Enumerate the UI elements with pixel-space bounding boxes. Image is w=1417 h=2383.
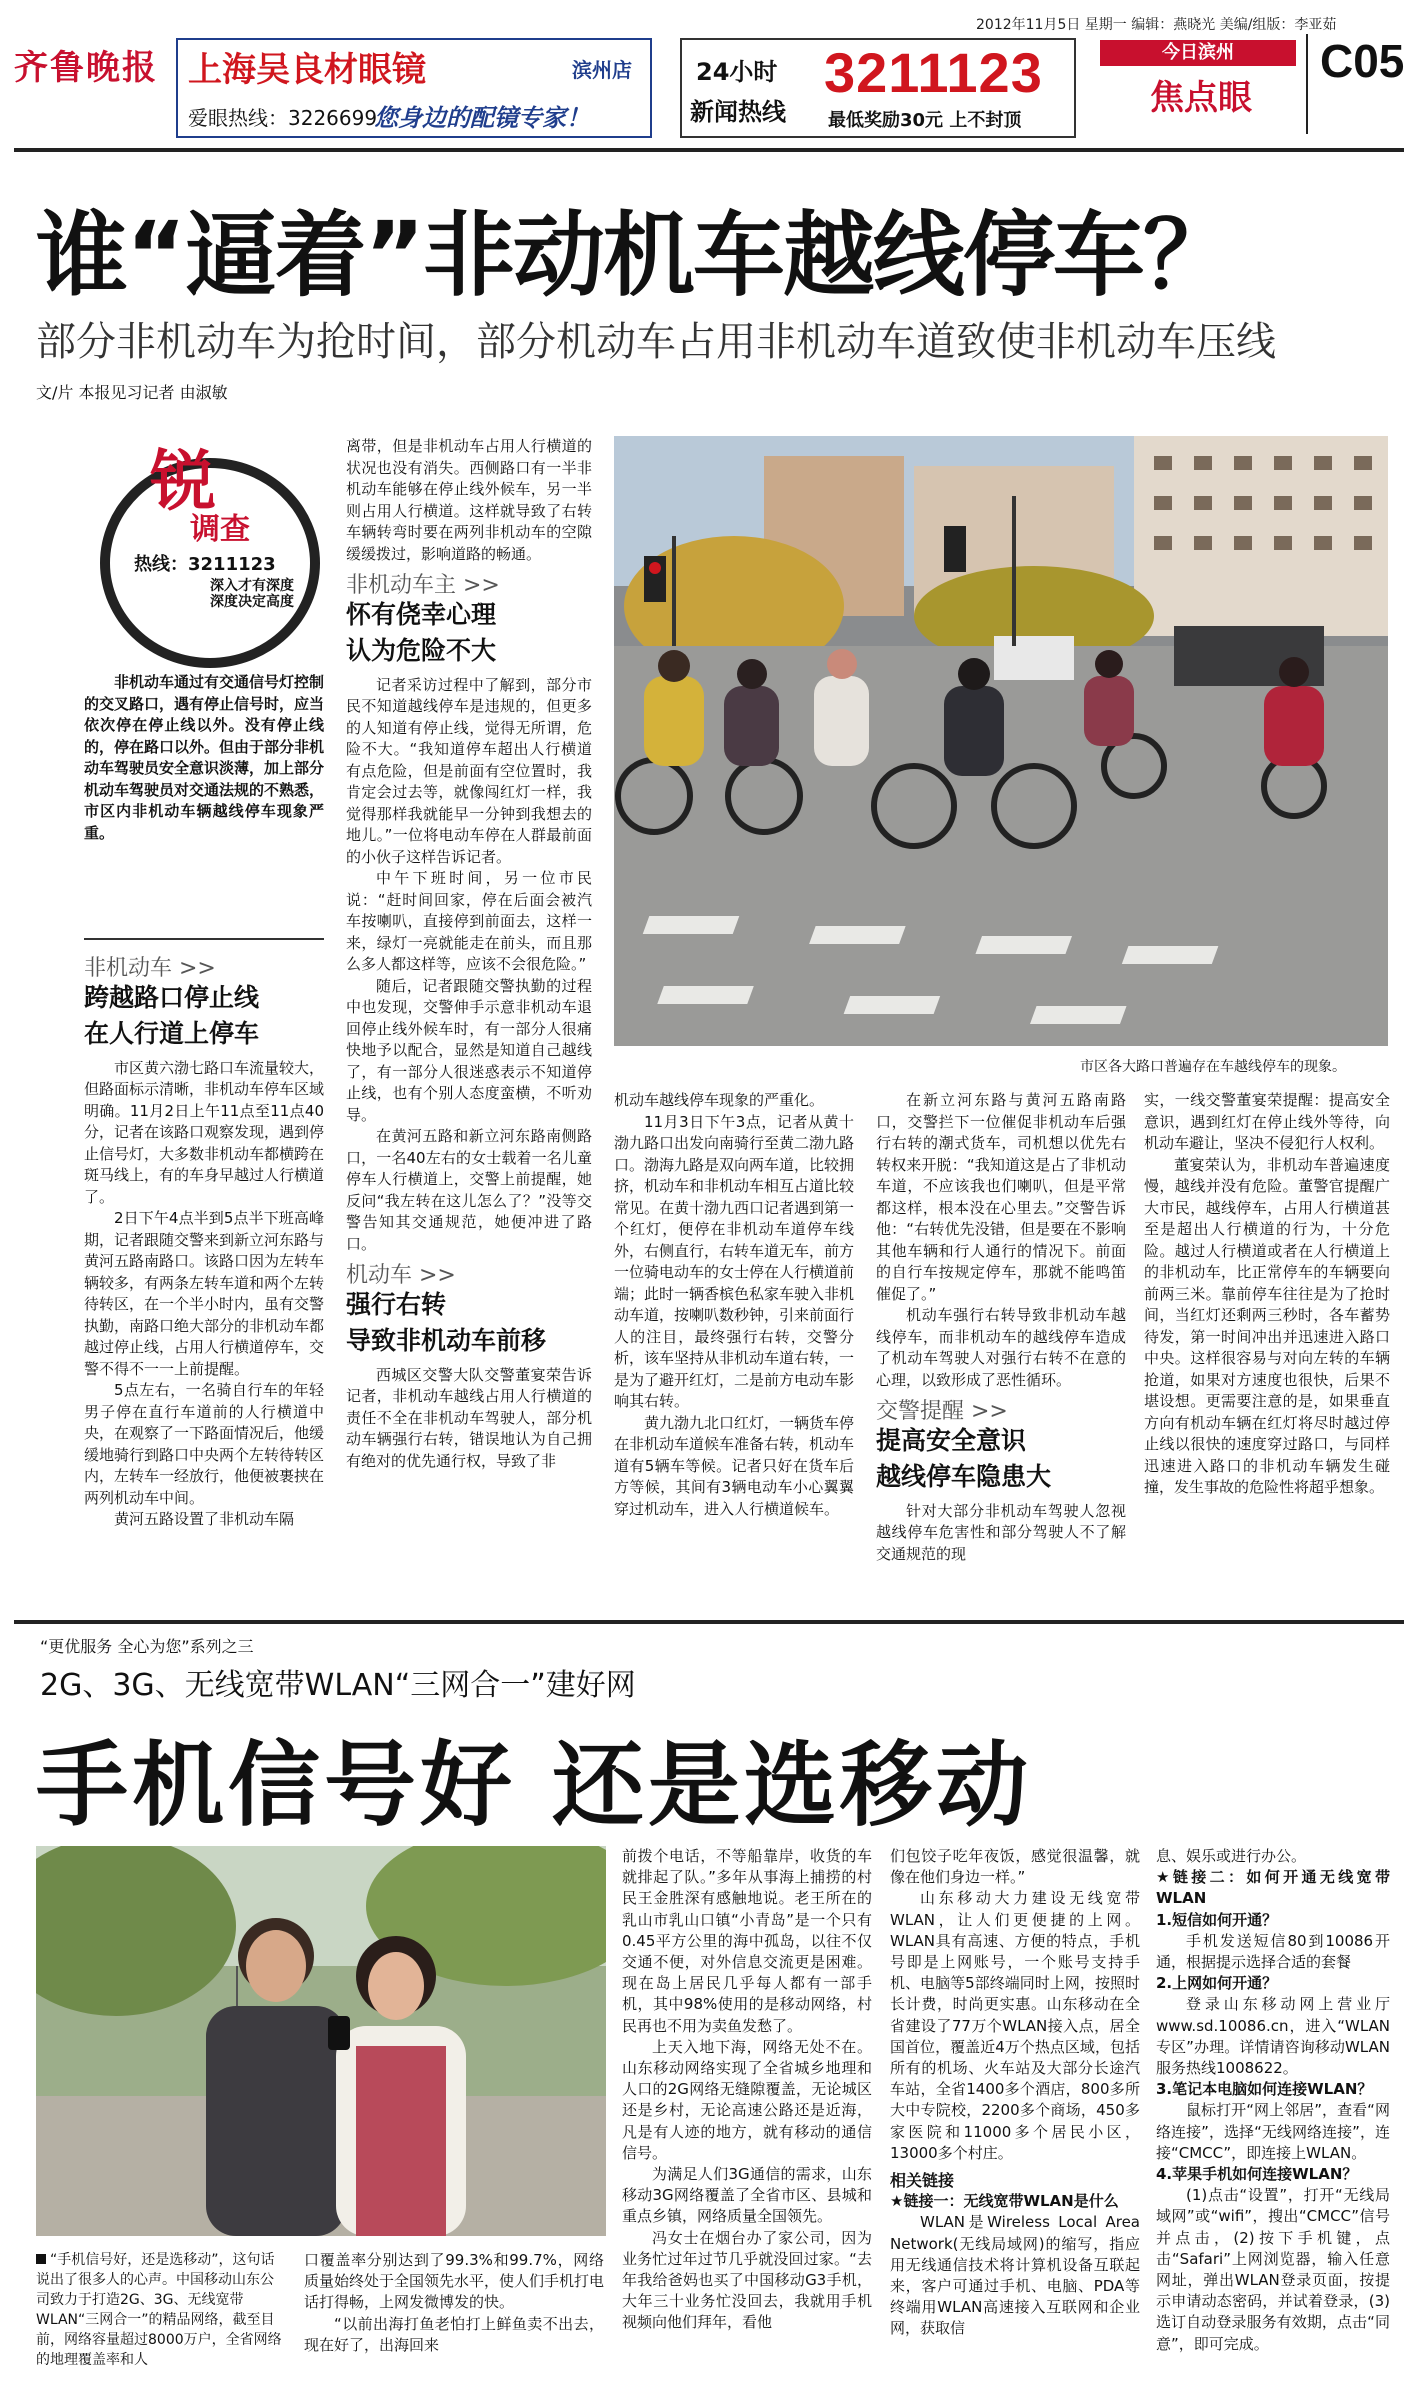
ad-phone: 爱眼热线：3226699 xyxy=(188,106,378,130)
article1-column-2 xyxy=(346,436,592,1580)
paragraph: 冯女士在烟台办了家公司，因为业务忙过年过节几乎就没回过家。“去年我给爸妈也买了中国移动G3手机，大年三十业务忙没回去，我就用手机视频向他们拜年，看他 xyxy=(622,2228,872,2332)
paragraph: 2日下午4点半到5点半下班高峰期，记者跟随交警来到新立河东路与黄河五路南路口。该路口因为左转车辆较多，有两条左转车道和两个左转待转区，在一个半小时内，虽有交警执勤，南路口绝大部分的非机动车都越过停止线，占用人行横道停车，交警不得不一一上前提醒。 xyxy=(84,1209,324,1378)
paragraph: 董宴荣认为，非机动车普遍速度慢，越线并没有危险。董警官提醒广大市民，越线停车，占用人行横道甚至是超出人行横道的行为，十分危险。越过人行横道或者在人行横道上的非机动车，比正常停车的车辆要向前两三米。靠前停车往往是为了抢时间，当红灯还剩两三秒时，各车蓄势待发，第一时间冲出并迅速进入路口中央。这样很容易与对向左转的车辆抢道，如果对方速度也很快，后果不堪设想。更需要注意的是，如果垂直方向有机动车辆在红灯将尽时越过停止线以很快的速度穿过路口，与同样迅速进入路口的非机动车辆发生碰撞，发生事故的危险性将超乎想象。 xyxy=(1144,1155,1390,1496)
faq-heading: 1.短信如何开通？ xyxy=(1156,1910,1278,1929)
paragraph: 随后，记者跟随交警执勤的过程中也发现，交警伸手示意非机动车退回停止线外候车时，有一部分人很痛快地予以配合，显然是知道自己越线了，有一部分人很迷惑表示不知道停止线，也有个别人态度蛮横，不听劝导。 xyxy=(346,976,592,1124)
section-kicker: 交警提醒 >> xyxy=(876,1399,1008,1424)
section-kicker: 非机动车主 >> xyxy=(346,573,500,598)
faq-heading: 4.苹果手机如何连接WLAN？ xyxy=(1156,2165,1358,2184)
paragraph: 中午下班时间，另一位市民说：“赶时间回家，停在后面会被汽车按喇叭，直接停到前面去，这样一来，绿灯一亮就能走在前头，而且那么多人都这样等，应该不会很危险。” xyxy=(346,869,592,973)
paragraph: 离带，但是非机动车占用人行横道的状况也没有消失。西侧路口有一半非机动车能够在停止线外候车，另一半则占用人行横道。这样就导致了右转车辆转弯时要在两列非机动车的空隙缓缓拨过，影响道路的畅通。 xyxy=(346,437,592,563)
header-rule xyxy=(14,148,1404,152)
section-heading-2 xyxy=(346,575,592,669)
article1-column-1 xyxy=(84,948,324,1580)
paragraph: 山东移动大力建设无线宽带WLAN，让人们更便捷的上网。WLAN具有高速、方便的特点，手机号即是上网账号，一个账号支持手机、电脑等5部终端同时上网，按照时长计费，时尚更实惠。山东移动在全省建设了77万个WLAN接入点，居全国首位，覆盖近4万个热点区域，包括所有的机场、火车站及大部分长途汽车站，全省1400多个酒店，800多所大中专院校，2200多个商场，450多家医院和11000多个居民小区，13000多个村庄。 xyxy=(890,1889,1140,2162)
column-rule xyxy=(84,938,324,940)
paragraph: WLAN是Wireless Local Area Network(无线局域网)的缩写，指应用无线通信技术将计算机设备互联起来，客户可通过手机、电脑、PDA等终端用WLAN高速接入互联网和企业网，获取信 xyxy=(890,2213,1140,2338)
dateline: 2012年11月5日 星期一 编辑：燕晓光 美编/组版：李亚茹 xyxy=(976,17,1337,33)
section-heading-1 xyxy=(84,958,324,1052)
optical-shop-ad xyxy=(176,38,652,138)
paragraph: 息、娱乐或进行办公。 xyxy=(1156,1847,1307,1865)
article1-column-5 xyxy=(1144,1090,1390,1580)
paragraph: 黄河五路设置了非机动车隔 xyxy=(114,1510,295,1528)
paragraph: 西城区交警大队交警董宴荣告诉记者，非机动车越线占用人行横道的责任不全在非机动车驾驶人，部分机动车辆强行右转，错误地认为自己拥有绝对的优先通行权，导致了非 xyxy=(346,1365,592,1470)
paragraph: 实，一线交警董宴荣提醒：提高安全意识，遇到红灯在停止线外等待，向机动车避让，坚决不侵犯行人权利。 xyxy=(1144,1091,1390,1152)
stamp-tagline: 深入才有深度 深度决定高度 xyxy=(210,578,294,610)
section-kicker: 机动车 >> xyxy=(346,1263,456,1288)
article1-subhead: 部分非机动车为抢时间，部分机动车占用非机动车道致使非机动车压线 xyxy=(36,319,1276,365)
section-title-line: 怀有侥幸心理 xyxy=(346,599,497,629)
section-title-line: 认为危险不大 xyxy=(346,635,497,665)
paragraph: 市区黄六渤七路口车流量较大，但路面标示清晰，非机动车停车区域明确。11月2日上午11点至11点40分，记者在该路口观察发现，遇到停止信号灯，大多数非机动车都横跨在斑马线上，有的车身早越过人行横道了。 xyxy=(84,1058,324,1206)
paragraph: 针对大部分非机动车驾驶人忽视越线停车危害性和部分驾驶人不了解交通规范的现 xyxy=(876,1501,1126,1563)
paragraph: 为满足人们3G通信的需求，山东移动3G网络覆盖了全省市区、县城和重点乡镇，网络质量全国领先。 xyxy=(622,2165,872,2226)
paragraph: 11月3日下午3点，记者从黄十渤九路口出发向南骑行至黄二渤九路口。渤海九路是双向两车道，比较拥挤，机动车和非机动车相互占道比较常见。在黄十渤九西口记者遇到第一个红灯，便停在非机动车道停车线外，右侧直行，右转车道无车，前方一位骑电动车的女士停在人行横道前端；此时一辆香槟色私家车驶入非机动车道，按喇叭数秒钟，引来前面行人的注目，最终强行右转，交警分析，该车坚持从非机动车道右转，一是为了避开红灯，二是前方电动车影响其右转。 xyxy=(614,1112,854,1410)
section-heading-4 xyxy=(876,1401,1126,1495)
article1-column-3 xyxy=(614,1090,854,1580)
header-divider xyxy=(1306,34,1308,134)
article2-subhead: 2G、3G、无线宽带WLAN“三网合一”建好网 xyxy=(40,1668,636,1703)
photo2-caption-text: “手机信号好，还是选移动”，这句话说出了很多人的心声。中国移动山东公司致力于打造2G、3G、无线宽带WLAN“三网合一”的精品网络，截至目前，网络容量超过8000万户，全省网络的地理覆盖率和人 xyxy=(36,2252,282,2368)
news-hotline-box xyxy=(680,38,1076,138)
article2-column-b xyxy=(622,1846,872,2370)
article1-byline: 文/片 本报见习记者 由淑敏 xyxy=(36,383,228,402)
photo1-caption: 市区各大路口普遍存在车越线停车的现象。 xyxy=(1080,1059,1346,1075)
article2-series: “更优服务 全心为您”系列之三 xyxy=(40,1637,254,1656)
traffic-photo xyxy=(614,436,1388,1046)
today-binzhou-label: 今日滨州 xyxy=(1100,40,1296,66)
paragraph: 登录山东移动网上营业厅www.sd.10086.cn，进入“WLAN专区”办理。详情请咨询移动WLAN服务热线1008622。 xyxy=(1156,1995,1390,2078)
section-title-line: 提高安全意识 xyxy=(876,1425,1027,1455)
section-kicker: 非机动车 >> xyxy=(84,956,216,981)
section-title-line: 导致非机动车前移 xyxy=(346,1325,547,1355)
article1-headline: 谁“逼着”非动机车越线停车？ xyxy=(36,202,1233,309)
lead-paragraph: 非机动车通过有交通信号灯控制的交叉路口，遇有停止信号时，应当依次停在停止线以外。没有停止线的，停在路口以外。但由于部分非机动车驾驶员安全意识淡薄，加上部分机动车驾驶员对交通法规的不熟悉，市区内非机动车辆越线停车现象严重。 xyxy=(84,673,324,842)
article2-column-a xyxy=(304,2250,604,2370)
link2-heading: ★链接二：如何开通无线宽带WLAN xyxy=(1156,1868,1390,1908)
hotline-label: 新闻热线 xyxy=(690,98,786,126)
section-title-line: 跨越路口停止线 xyxy=(84,982,260,1012)
ad-branch: 滨州店 xyxy=(572,58,632,82)
paragraph: 们包饺子吃年夜饭，感觉很温馨，就像在他们身边一样。” xyxy=(890,1847,1140,1887)
paragraph: 前拨个电话，不等船靠岸，收货的车就排起了队。”多年从事海上捕捞的村民王金胜深有感触地说。老王所在的乳山市乳山口镇“小青岛”是一个只有0.45平方公里的海中孤岛，以往不仅交通不便，对外信息交流更是困难。现在岛上居民几乎每人都有一部手机，其中98%使用的是移动网络，村民再也不用为卖鱼发愁了。 xyxy=(622,1847,872,2035)
article1-column-4 xyxy=(876,1090,1126,1580)
stamp-big-char: 锐 xyxy=(150,442,216,520)
article2-headline: 手机信号好 还是选移动 xyxy=(36,1732,1033,1839)
section-title: 焦点眼 xyxy=(1150,78,1252,118)
paragraph: 鼠标打开“网上邻居”，查看“网络连接”，选择“无线网络连接”，连接“CMCC”，即连接上WLAN。 xyxy=(1156,2101,1390,2162)
paragraph: 黄九渤九北口红灯，一辆货车停在非机动车道候车准备右转，机动车道有5辆车等候。记者只好在货车后方等候，其间有3辆电动车小心翼翼穿过机动车，进入人行横道候车。 xyxy=(614,1413,854,1518)
paragraph: 5点左右，一名骑自行车的年轻男子停在直行车道前的人行横道中央，在观察了一下路面情况后，他缓缓地骑行到路口中央两个左转待转区内，左转车一经放行，他便被裹挟在两列机动车中间。 xyxy=(84,1381,324,1507)
caption-bullet-icon xyxy=(36,2254,46,2264)
stamp-hotline: 热线：3211123 xyxy=(134,554,276,575)
ad-slogan: 您身边的配镜专家！ xyxy=(374,104,590,132)
related-links-heading: 相关链接 xyxy=(890,2171,955,2191)
photo2-caption xyxy=(36,2250,286,2370)
section-title-line: 越线停车隐患大 xyxy=(876,1461,1052,1491)
section-title-line: 在人行道上停车 xyxy=(84,1018,260,1048)
paragraph: 口覆盖率分别达到了99.3%和99.7%，网络质量始终处于全国领先水平，使人们手机打电话打得畅，上网发微博发的快。 xyxy=(304,2251,604,2312)
hotline-reward-note: 最低奖励30元 上不封顶 xyxy=(828,110,1022,131)
section-title-line: 强行右转 xyxy=(346,1289,447,1319)
ad-shop-name: 上海吴良材眼镜 xyxy=(188,50,426,90)
paragraph: 在新立河东路与黄河五路南路口，交警拦下一位催促非机动车后强行右转的潮式货车，司机想以优先右转权来开脱：“我知道这是占了非机动车道，不应该我也们喇叭，但是平常都这样，根本没在心里去。”交警告诉他：“右转优先没错，但是要在不影响其他车辆和行人通行的情况下。前面的自行车按规定停车，那就不能鸣笛催促了。” xyxy=(876,1091,1126,1303)
paragraph: “以前出海打鱼老怕打上鲜鱼卖不出去，现在好了，出海回来 xyxy=(304,2314,604,2354)
paragraph: 在黄河五路和新立河东路南侧路口，一名40左右的女士载着一名儿童停车人行横道上，交警上前提醒，她反问“我左转在这儿怎么了？”没等交警告知其交通规范，她便冲进了路口。 xyxy=(346,1127,592,1253)
paragraph: 机动车强行右转导致非机动车越线停车，而非机动车的越线停车造成了机动车驾驶人对强行右转不在意的心理，以致形成了恶性循环。 xyxy=(876,1306,1126,1389)
paragraph: 记者采访过程中了解到，部分市民不知道越线停车是违规的，但更多的人知道有停止线，觉得无所谓，危险不大。“我知道停车超出人行横道有点危险，但是前面有空位置时，我肯定会过去等，就像闯红灯一样，我觉得那样我就能早一分钟到我想去的地儿。”一位将电动车停在人群最前面的小伙子这样告诉记者。 xyxy=(346,675,592,866)
article2-column-d xyxy=(1156,1846,1390,2370)
paragraph: (1)点击“设置”，打开“无线局域网”或“wifi”，搜出“CMCC”信号并点击，(2)按下手机键，点击“Safari”上网浏览器，输入任意网址，弹出WLAN登录页面，按提示申请动态密码，并试着登录，(3)选订自动登录服务有效期，点击“同意”，即可完成。 xyxy=(1156,2186,1390,2353)
paragraph: 手机发送短信80到10086开通，根据提示选择合适的套餐 xyxy=(1156,1931,1390,1972)
stamp-investigation: 调查 xyxy=(190,512,250,547)
couple-phone-photo xyxy=(36,1846,606,2236)
faq-heading: 3.笔记本电脑如何连接WLAN？ xyxy=(1156,2080,1373,2099)
page-number: C05 xyxy=(1320,35,1405,87)
paragraph: 上天入地下海，网络无处不在。山东移动网络实现了全省城乡地理和人口的2G网络无缝隙覆盖，无论城区还是乡村，无论高速公路还是近海，凡是有人迹的地方，就有移动的通信信号。 xyxy=(622,2037,872,2162)
investigation-stamp xyxy=(90,428,320,658)
newspaper-masthead: 齐鲁晚报 xyxy=(14,48,158,88)
link1-heading: ★链接一：无线宽带WLAN是什么 xyxy=(890,2192,1119,2211)
section-heading-3 xyxy=(346,1265,592,1359)
hotline-number: 3211123 xyxy=(824,41,1043,104)
article1-lead xyxy=(84,672,324,934)
article-divider xyxy=(14,1620,1404,1624)
faq-heading: 2.上网如何开通？ xyxy=(1156,1974,1278,1993)
paragraph: 机动车越线停车现象的严重化。 xyxy=(614,1091,825,1109)
hotline-label-24h: 24小时 xyxy=(696,58,778,86)
article2-column-c xyxy=(890,1846,1140,2370)
